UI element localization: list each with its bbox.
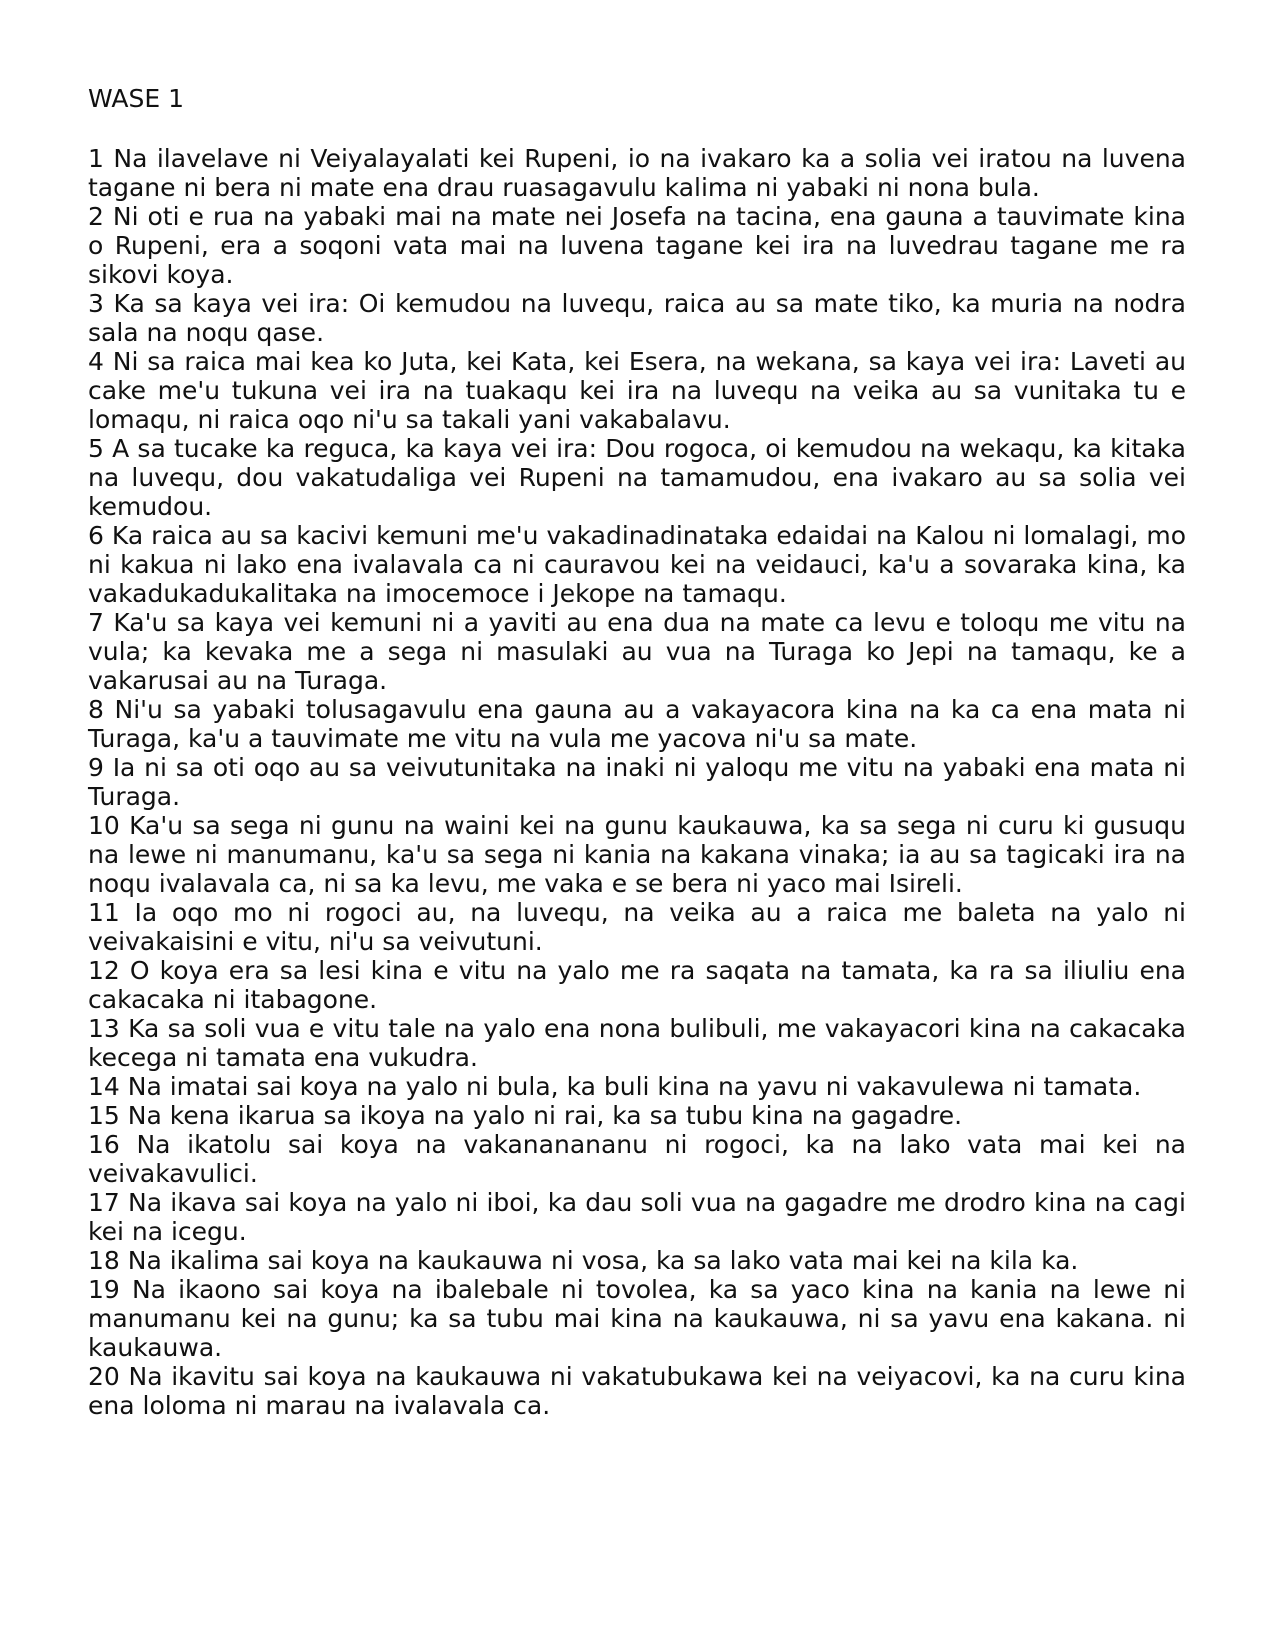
verse-5: 5 A sa tucake ka reguca, ka kaya vei ira: Dou rogoca, oi kemudou na wekaqu, ka kitaka na luvequ, dou vakatudaliga vei Rupeni na tamamudou, ena ivakaro au sa solia vei kemudou.	[88, 434, 1186, 521]
page-title: WASE 1	[88, 84, 184, 113]
verse-10: 10 Ka'u sa sega ni gunu na waini kei na gunu kaukauwa, ka sa sega ni curu ki gusuqu na lewe ni manumanu, ka'u sa sega ni kania na kakana vinaka; ia au sa tagicaki ira na noqu ivalavala ca, ni sa ka levu, me vaka e se bera ni yaco mai Isireli.	[88, 811, 1186, 898]
verse-17: 17 Na ikava sai koya na yalo ni iboi, ka dau soli vua na gagadre me drodro kina na cagi kei na icegu.	[88, 1188, 1186, 1246]
verse-7: 7 Ka'u sa kaya vei kemuni ni a yaviti au ena dua na mate ca levu e toloqu me vitu na vula; ka kevaka me a sega ni masulaki au vua na Turaga ko Jepi na tamaqu, ke a vakarusai au na Turaga.	[88, 608, 1186, 695]
verse-list	[88, 144, 1186, 1420]
verse-16: 16 Na ikatolu sai koya na vakananananu ni rogoci, ka na lako vata mai kei na veivakavulici.	[88, 1130, 1186, 1188]
verse-14: 14 Na imatai sai koya na yalo ni bula, ka buli kina na yavu ni vakavulewa ni tamata.	[88, 1072, 1142, 1101]
verse-18: 18 Na ikalima sai koya na kaukauwa ni vosa, ka sa lako vata mai kei na kila ka.	[88, 1246, 1079, 1275]
verse-4: 4 Ni sa raica mai kea ko Juta, kei Kata, kei Esera, na wekana, sa kaya vei ira: Laveti au cake me'u tukuna vei ira na tuakaqu kei ira na luvequ na veika au sa vunitaka tu e lomaqu, ni raica oqo ni'u sa takali yani vakabalavu.	[88, 347, 1186, 434]
verse-8: 8 Ni'u sa yabaki tolusagavulu ena gauna au a vakayacora kina na ka ca ena mata ni Turaga, ka'u a tauvimate me vitu na vula me yacova ni'u sa mate.	[88, 695, 1186, 753]
verse-11: 11 Ia oqo mo ni rogoci au, na luvequ, na veika au a raica me baleta na yalo ni veivakaisini e vitu, ni'u sa veivutuni.	[88, 898, 1186, 956]
verse-9: 9 Ia ni sa oti oqo au sa veivutunitaka na inaki ni yaloqu me vitu na yabaki ena mata ni Turaga.	[88, 753, 1186, 811]
verse-3: 3 Ka sa kaya vei ira: Oi kemudou na luvequ, raica au sa mate tiko, ka muria na nodra sala na noqu qase.	[88, 289, 1186, 347]
verse-6: 6 Ka raica au sa kacivi kemuni me'u vakadinadinataka edaidai na Kalou ni lomalagi, mo ni kakua ni lako ena ivalavala ca ni cauravou kei na veidauci, ka'u a sovaraka kina, ka vakadukadukalitaka na imocemoce i Jekope na tamaqu.	[88, 521, 1186, 608]
verse-20: 20 Na ikavitu sai koya na kaukauwa ni vakatubukawa kei na veiyacovi, ka na curu kina ena loloma ni marau na ivalavala ca.	[88, 1362, 1186, 1420]
verse-19: 19 Na ikaono sai koya na ibalebale ni tovolea, ka sa yaco kina na kania na lewe ni manumanu kei na gunu; ka sa tubu mai kina na kaukauwa, ni sa yavu ena kakana. ni kaukauwa.	[88, 1275, 1186, 1362]
verse-12: 12 O koya era sa lesi kina e vitu na yalo me ra saqata na tamata, ka ra sa iliuliu ena cakacaka ni itabagone.	[88, 956, 1186, 1014]
verse-1: 1 Na ilavelave ni Veiyalayalati kei Rupeni, io na ivakaro ka a solia vei iratou na luvena tagane ni bera ni mate ena drau ruasagavulu kalima ni yabaki ni nona bula.	[88, 144, 1186, 202]
verse-13: 13 Ka sa soli vua e vitu tale na yalo ena nona bulibuli, me vakayacori kina na cakacaka kecega ni tamata ena vukudra.	[88, 1014, 1186, 1072]
verse-15: 15 Na kena ikarua sa ikoya na yalo ni rai, ka sa tubu kina na gagadre.	[88, 1101, 963, 1130]
document-page	[88, 82, 1186, 1420]
verse-2: 2 Ni oti e rua na yabaki mai na mate nei Josefa na tacina, ena gauna a tauvimate kina o Rupeni, era a soqoni vata mai na luvena tagane kei ira na luvedrau tagane me ra sikovi koya.	[88, 202, 1186, 289]
